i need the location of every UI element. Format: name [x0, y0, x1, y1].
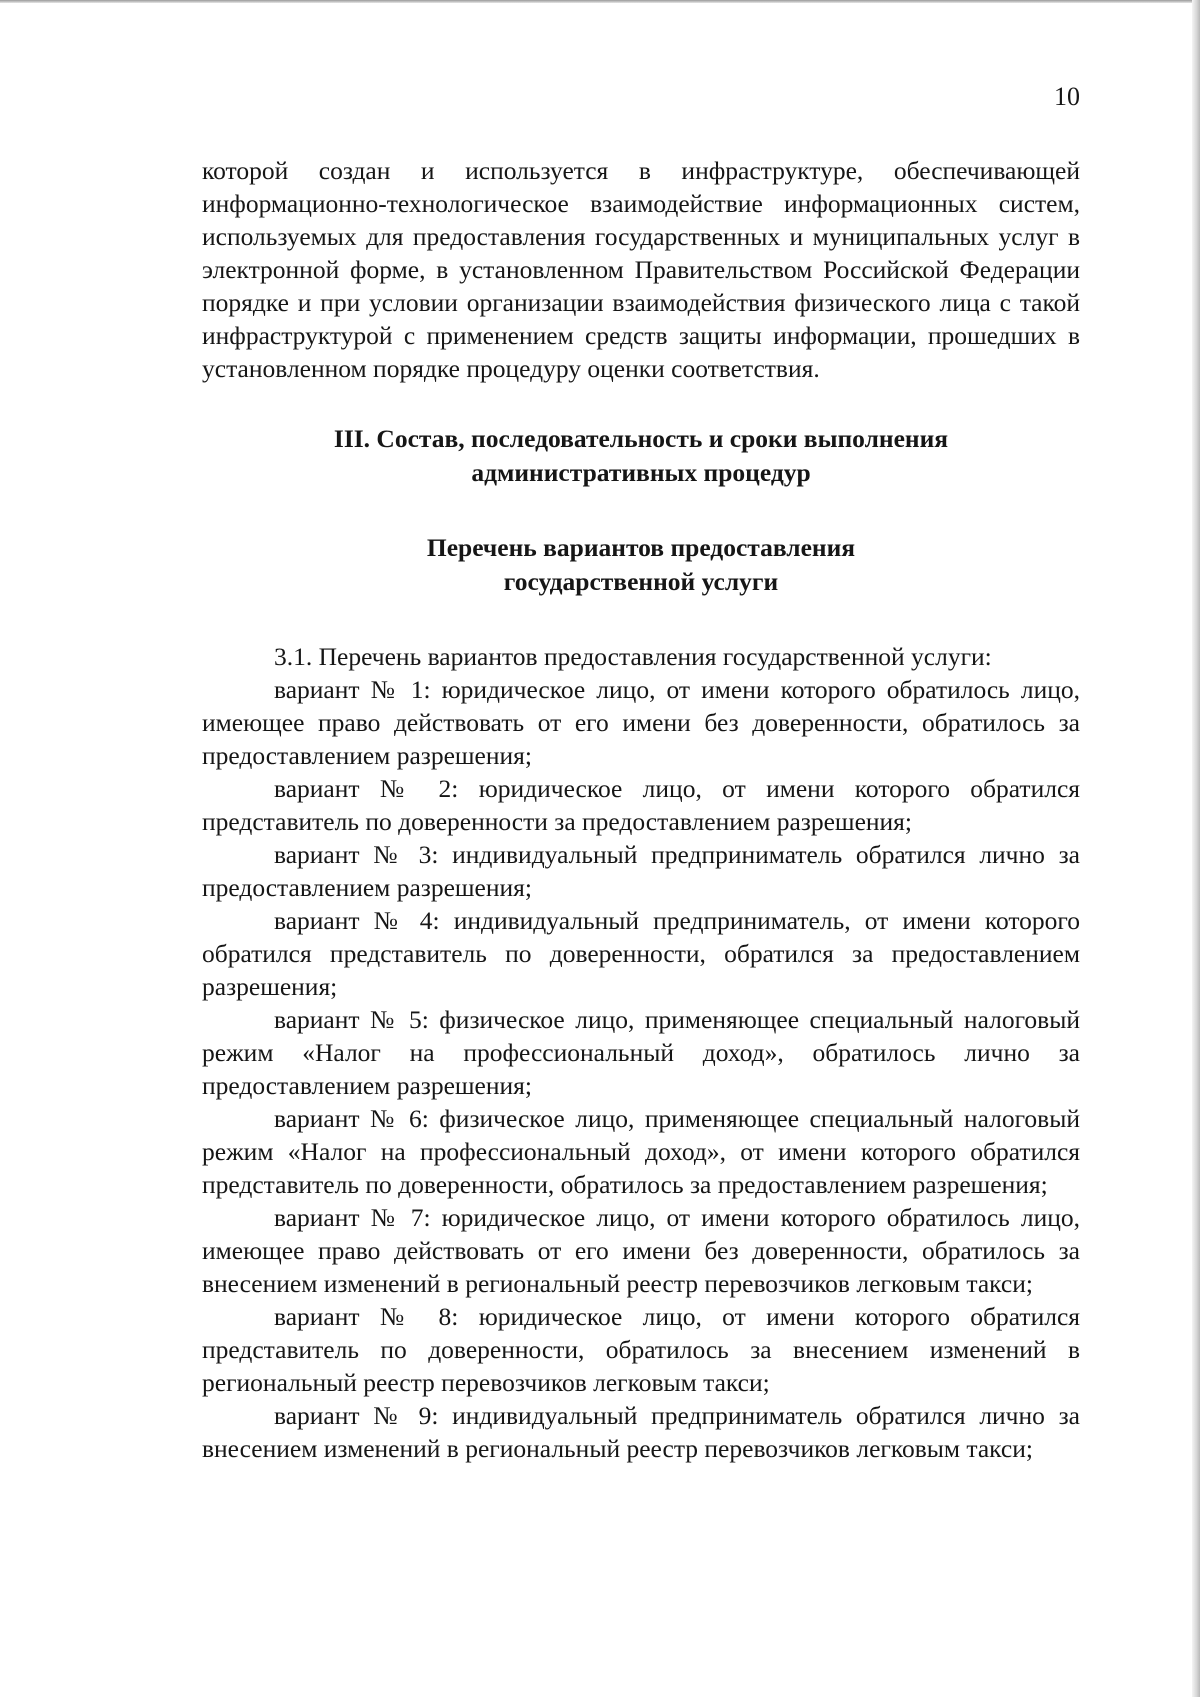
intro-paragraph: которой создан и используется в инфраструктуре, обеспечивающей информационно-технологическое взаимодействие информационных систем, используемых для предоставления государственных и муниципальных услуг в электронной форме, в установленном Правительством Российской Федерации порядке и при условии организации взаимодействия физического лица с такой инфраструктурой с применением средств защиты информации, прошедших в установленном порядке процедуру оценки соответствия.: [202, 156, 1080, 383]
variant-item: вариант № 2: юридическое лицо, от имени которого обратился представитель по доверенности за предоставлением разрешения;: [202, 774, 1080, 836]
variant-item: вариант № 6: физическое лицо, применяющее специальный налоговый режим «Налог на профессиональный доход», от имени которого обратился представитель по доверенности, обратилось за предоставлением разрешения;: [202, 1104, 1080, 1199]
section-heading-line-1: III. Состав, последовательность и сроки выполнения: [333, 424, 949, 453]
sub-heading: [202, 531, 1080, 599]
variant-item: вариант № 8: юридическое лицо, от имени которого обратился представитель по доверенности, обратилось за внесением изменений в региональный реестр перевозчиков легковым такси;: [202, 1302, 1080, 1397]
sub-heading-line-1: Перечень вариантов предоставления: [426, 533, 856, 562]
variants-list: [202, 640, 1080, 1465]
variant-item: вариант № 7: юридическое лицо, от имени которого обратилось лицо, имеющее право действовать от его имени без доверенности, обратилось за внесением изменений в региональный реестр перевозчиков легковым такси;: [202, 1203, 1080, 1298]
page-number: 10: [1054, 82, 1080, 111]
document-body: [202, 154, 1080, 1465]
sub-heading-line-2: государственной услуги: [503, 567, 779, 596]
section-heading-line-2: административных процедур: [471, 458, 811, 487]
variant-item: вариант № 1: юридическое лицо, от имени которого обратилось лицо, имеющее право действовать от его имени без доверенности, обратилось за предоставлением разрешения;: [202, 675, 1080, 770]
scan-edge-right: [1192, 0, 1200, 1697]
variant-item: вариант № 3: индивидуальный предприниматель обратился лично за предоставлением разрешения;: [202, 840, 1080, 902]
section-heading: [202, 422, 1080, 490]
scan-edge-top: [0, 0, 1200, 3]
variant-item: вариант № 4: индивидуальный предприниматель, от имени которого обратился представитель по доверенности, обратился за предоставлением разрешения;: [202, 906, 1080, 1001]
variant-item: вариант № 5: физическое лицо, применяющее специальный налоговый режим «Налог на профессиональный доход», обратилось лично за предоставлением разрешения;: [202, 1005, 1080, 1100]
variant-item: вариант № 9: индивидуальный предприниматель обратился лично за внесением изменений в региональный реестр перевозчиков легковым такси;: [202, 1401, 1080, 1463]
list-intro: 3.1. Перечень вариантов предоставления государственной услуги:: [274, 642, 992, 671]
